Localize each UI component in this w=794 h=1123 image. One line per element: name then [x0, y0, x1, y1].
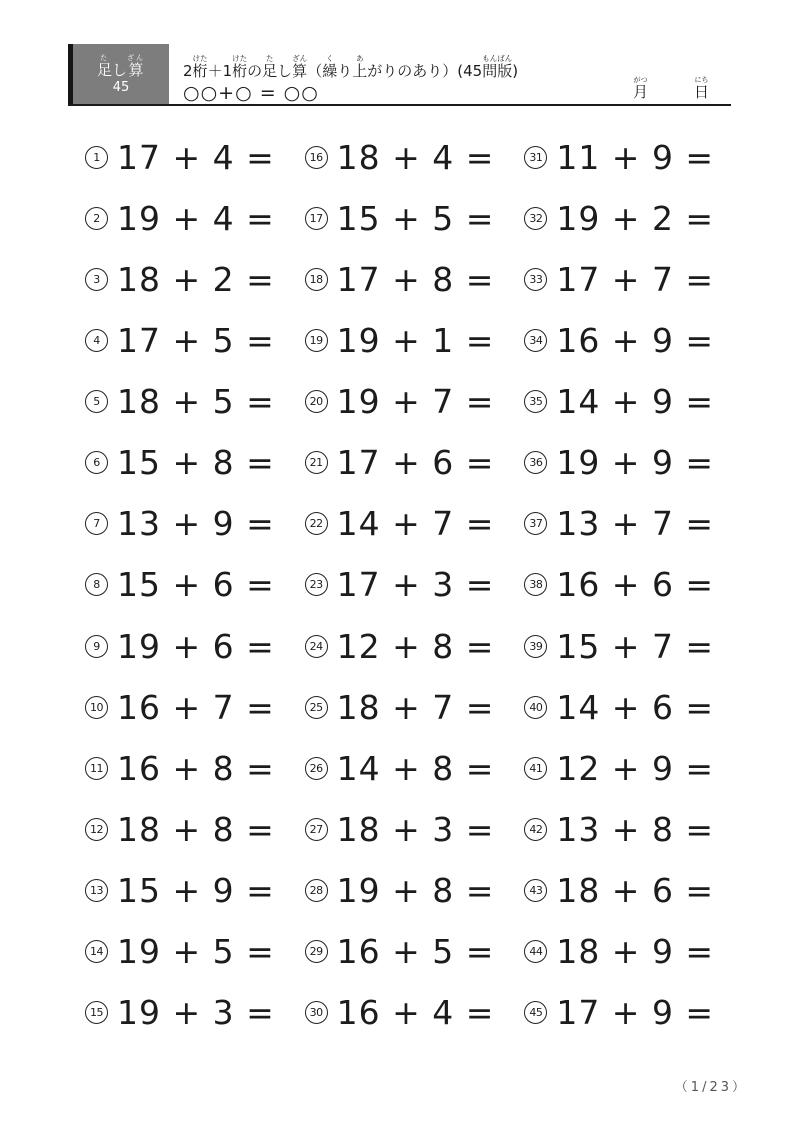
problem-number-badge: 31	[524, 146, 547, 169]
problem-number-badge: 33	[524, 268, 547, 291]
problem-item	[305, 921, 525, 982]
problem-item	[85, 310, 305, 371]
problem-number-badge: 41	[524, 757, 547, 780]
problem-equation: 13 + 7 =	[556, 504, 715, 544]
problem-item	[85, 493, 305, 554]
problem-equation: 19 + 4 =	[117, 199, 275, 239]
problem-item	[85, 127, 305, 188]
problem-number-badge: 25	[305, 696, 328, 719]
problem-item	[524, 310, 744, 371]
problem-number-badge: 16	[305, 146, 328, 169]
problem-item	[305, 127, 525, 188]
problem-number-badge: 21	[305, 451, 328, 474]
problem-number-badge: 13	[85, 879, 108, 902]
worksheet-header	[68, 44, 731, 106]
day-field: 日にち	[693, 76, 709, 101]
problem-equation: 19 + 5 =	[117, 931, 275, 971]
problem-number-badge: 45	[524, 1001, 547, 1024]
problem-item	[305, 371, 525, 432]
problem-number-badge: 44	[524, 940, 547, 963]
problem-equation: 15 + 8 =	[117, 443, 275, 483]
problem-equation: 19 + 6 =	[117, 626, 275, 666]
worksheet-title: 2桁けた＋1桁けたの足たし算ざん（繰くり上あがりのあり）(45問版もんばん)	[183, 53, 519, 80]
problem-equation: 13 + 9 =	[117, 504, 275, 544]
problem-number-badge: 10	[85, 696, 108, 719]
problem-item	[85, 860, 305, 921]
problem-equation: 16 + 6 =	[556, 565, 715, 605]
problem-item	[305, 493, 525, 554]
problem-number-badge: 19	[305, 329, 328, 352]
problem-equation: 19 + 2 =	[556, 199, 715, 239]
problem-equation: 18 + 8 =	[117, 809, 275, 849]
problem-number-badge: 3	[85, 268, 108, 291]
header-titles	[183, 44, 633, 104]
problem-item	[85, 616, 305, 677]
problem-number-badge: 6	[85, 451, 108, 474]
problem-number-badge: 30	[305, 1001, 328, 1024]
problem-equation: 19 + 1 =	[336, 321, 495, 361]
problem-number-badge: 8	[85, 573, 108, 596]
problem-equation: 12 + 9 =	[556, 748, 715, 788]
problem-item	[524, 677, 744, 738]
problem-number-badge: 40	[524, 696, 547, 719]
badge-problem-count: 45	[112, 79, 130, 95]
problem-item	[305, 249, 525, 310]
problem-item	[524, 371, 744, 432]
problem-number-badge: 37	[524, 512, 547, 535]
problem-equation: 13 + 8 =	[556, 809, 715, 849]
problem-item	[524, 493, 744, 554]
problem-number-badge: 11	[85, 757, 108, 780]
problem-item	[305, 799, 525, 860]
problem-equation: 18 + 4 =	[336, 138, 495, 178]
problem-equation: 16 + 5 =	[336, 931, 495, 971]
problem-equation: 14 + 7 =	[336, 504, 495, 544]
problem-item	[524, 860, 744, 921]
problem-number-badge: 36	[524, 451, 547, 474]
problem-number-badge: 28	[305, 879, 328, 902]
problem-item	[524, 554, 744, 615]
problem-equation: 18 + 2 =	[117, 260, 275, 300]
problem-equation: 17 + 8 =	[336, 260, 495, 300]
month-field: 月がつ	[632, 76, 648, 101]
problem-equation: 16 + 4 =	[336, 992, 495, 1032]
problem-equation: 12 + 8 =	[336, 626, 495, 666]
problem-item	[85, 249, 305, 310]
problem-number-badge: 14	[85, 940, 108, 963]
problem-equation: 14 + 9 =	[556, 382, 715, 422]
problem-equation: 19 + 3 =	[117, 992, 275, 1032]
problem-item	[524, 127, 744, 188]
problem-number-badge: 23	[305, 573, 328, 596]
problem-item	[524, 738, 744, 799]
problem-item	[305, 616, 525, 677]
problem-item	[305, 738, 525, 799]
problem-item	[85, 921, 305, 982]
problem-item	[85, 371, 305, 432]
problem-item	[85, 738, 305, 799]
problem-equation: 16 + 9 =	[556, 321, 715, 361]
problem-equation: 16 + 7 =	[117, 687, 275, 727]
problem-equation: 15 + 6 =	[117, 565, 275, 605]
problem-equation: 19 + 8 =	[336, 870, 495, 910]
date-area	[633, 44, 731, 104]
problem-number-badge: 26	[305, 757, 328, 780]
problem-item	[305, 677, 525, 738]
page-number: （1/23）	[674, 1080, 748, 1095]
problem-item	[524, 616, 744, 677]
problem-equation: 18 + 3 =	[336, 809, 495, 849]
problem-equation: 19 + 7 =	[336, 382, 495, 422]
problem-item	[524, 921, 744, 982]
problem-equation: 18 + 9 =	[556, 931, 715, 971]
problem-number-badge: 32	[524, 207, 547, 230]
problem-number-badge: 24	[305, 635, 328, 658]
problem-number-badge: 27	[305, 818, 328, 841]
problem-number-badge: 29	[305, 940, 328, 963]
problem-number-badge: 34	[524, 329, 547, 352]
problem-item	[524, 188, 744, 249]
problem-number-badge: 18	[305, 268, 328, 291]
problem-number-badge: 17	[305, 207, 328, 230]
problem-item	[85, 799, 305, 860]
problem-equation: 18 + 7 =	[336, 687, 495, 727]
problem-equation: 14 + 6 =	[556, 687, 715, 727]
problem-item	[85, 982, 305, 1043]
problem-item	[524, 249, 744, 310]
problem-item	[85, 188, 305, 249]
problem-item	[524, 982, 744, 1043]
problem-number-badge: 39	[524, 635, 547, 658]
problem-equation: 14 + 8 =	[336, 748, 495, 788]
problem-equation: 17 + 4 =	[117, 138, 275, 178]
worksheet-badge	[68, 44, 169, 104]
problem-number-badge: 38	[524, 573, 547, 596]
problem-item	[524, 799, 744, 860]
problem-number-badge: 1	[85, 146, 108, 169]
problem-item	[85, 677, 305, 738]
problem-number-badge: 22	[305, 512, 328, 535]
problem-number-badge: 7	[85, 512, 108, 535]
problem-item	[305, 432, 525, 493]
problem-number-badge: 2	[85, 207, 108, 230]
problem-item	[305, 982, 525, 1043]
problem-equation: 15 + 5 =	[336, 199, 495, 239]
problem-equation: 18 + 5 =	[117, 382, 275, 422]
problem-equation: 17 + 3 =	[336, 565, 495, 605]
problem-equation: 11 + 9 =	[556, 138, 715, 178]
problem-number-badge: 4	[85, 329, 108, 352]
problem-number-badge: 42	[524, 818, 547, 841]
problem-equation: 19 + 9 =	[556, 443, 715, 483]
problem-item	[305, 188, 525, 249]
problems-grid	[85, 127, 744, 1043]
problem-number-badge: 43	[524, 879, 547, 902]
problem-number-badge: 5	[85, 390, 108, 413]
problem-item	[524, 432, 744, 493]
problem-equation: 17 + 5 =	[117, 321, 275, 361]
problem-equation: 15 + 7 =	[556, 626, 715, 666]
problem-item	[85, 554, 305, 615]
problem-number-badge: 15	[85, 1001, 108, 1024]
problem-number-badge: 35	[524, 390, 547, 413]
problem-equation: 17 + 9 =	[556, 992, 715, 1032]
pattern-example: ○○+○ = ○○	[183, 82, 319, 104]
problem-number-badge: 20	[305, 390, 328, 413]
problem-equation: 15 + 9 =	[117, 870, 275, 910]
problem-item	[305, 860, 525, 921]
problem-item	[85, 432, 305, 493]
problem-number-badge: 9	[85, 635, 108, 658]
problem-number-badge: 12	[85, 818, 108, 841]
problem-item	[305, 554, 525, 615]
problem-equation: 17 + 7 =	[556, 260, 715, 300]
problem-equation: 18 + 6 =	[556, 870, 715, 910]
problem-equation: 17 + 6 =	[336, 443, 495, 483]
problem-item	[305, 310, 525, 371]
badge-title: 足たし算ざん	[96, 53, 146, 79]
problem-equation: 16 + 8 =	[117, 748, 275, 788]
